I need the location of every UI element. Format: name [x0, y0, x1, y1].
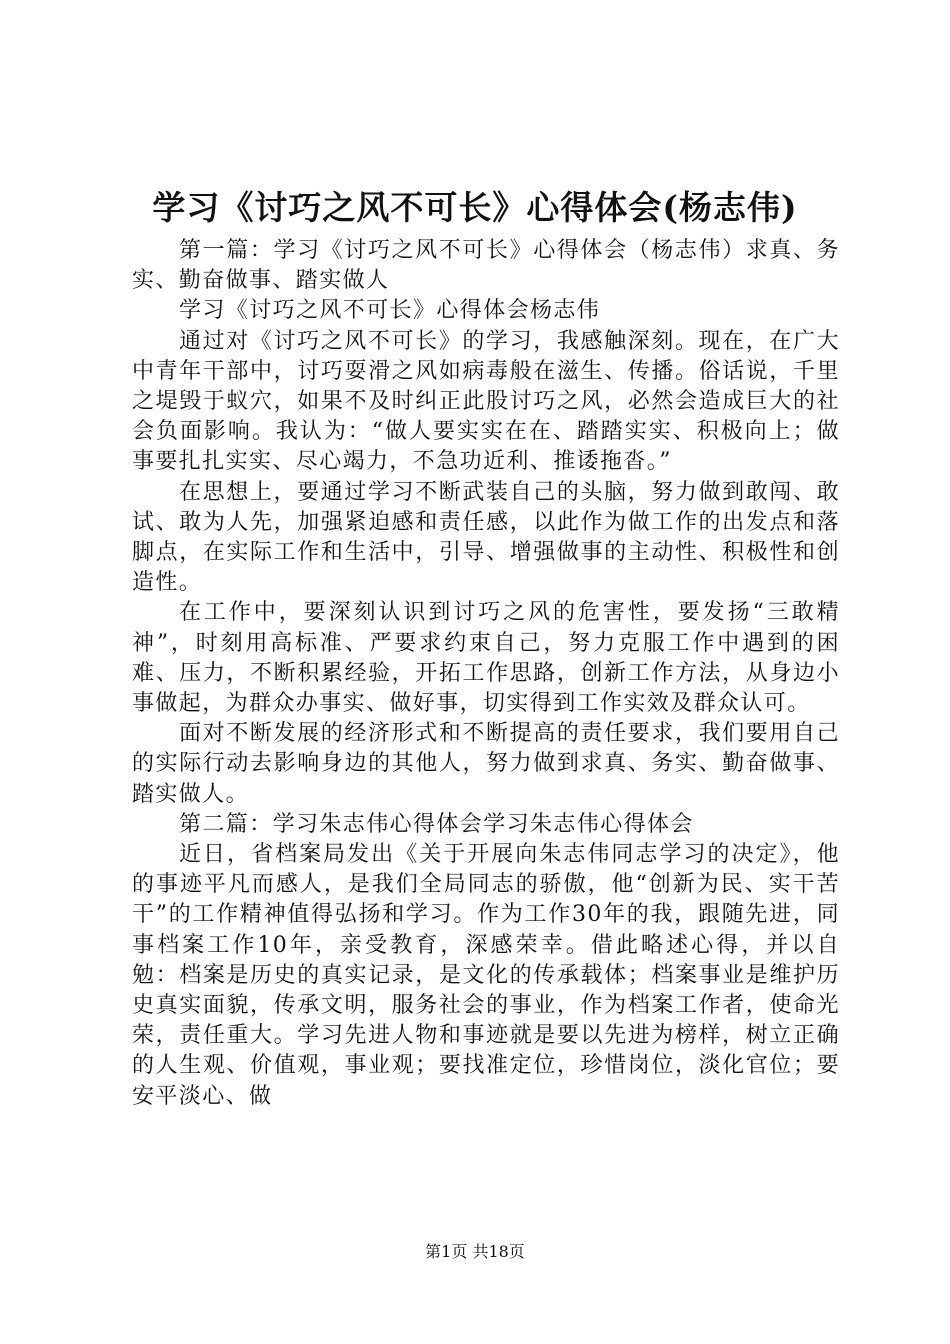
paragraph-7: 第二篇：学习朱志伟心得体会学习朱志伟心得体会	[179, 811, 694, 837]
paragraph-8: 近日，省档案局发出《关于开展向朱志伟同志学习的决定》，他的事迹平凡而感人，是我们全局同志的骄傲，他“创新为民、实干苦干”的工作精神值得弘扬和学习。作为工作30年的我，跟随先进，同事档案工作10年，亲受教育，深感荣幸。借此略述心得，并以自勉：档案是历史的真实记录，是文化的传承载体；档案事业是维护历史真实面貌，传承文明，服务社会的事业，作为档案工作者，使命光荣，责任重大。学习先进人物和事迹就是要以先进为榜样，树立正确的人生观、价值观，事业观；要找准定位，珍惜岗位，淡化官位；要安平淡心、做	[132, 842, 840, 1109]
paragraph-3: 通过对《讨巧之风不可长》的学习，我感触深刻。现在，在广大中青年干部中，讨巧耍滑之风如病毒般在滋生、传播。俗话说，千里之堤毁于蚁穴，如果不及时纠正此股讨巧之风，必然会造成巨大的社会负面影响。我认为：“做人要实实在在、踏踏实实、积极向上；做事要扎扎实实、尽心竭力，不急功近利、推诿拖沓。”	[132, 328, 840, 475]
document-body	[132, 236, 840, 1112]
paragraph-2: 学习《讨巧之风不可长》心得体会杨志伟	[179, 298, 601, 324]
paragraph-6: 面对不断发展的经济形式和不断提高的责任要求，我们要用自己的实际行动去影响身边的其他人，努力做到求真、务实、勤奋做事、踏实做人。	[132, 721, 840, 807]
document-title: 学习《讨巧之风不可长》心得体会(杨志伟)	[152, 188, 798, 227]
paragraph-4: 在思想上，要通过学习不断武装自己的头脑，努力做到敢闯、敢试、敢为人先，加强紧迫感和责任感，以此作为做工作的出发点和落脚点，在实际工作和生活中，引导、增强做事的主动性、积极性和创造性。	[132, 479, 840, 596]
page-footer: 第1页 共18页	[425, 1242, 525, 1261]
paragraph-5: 在工作中，要深刻认识到讨巧之风的危害性，要发扬“三敢精神”，时刻用高标准、严要求约束自己，努力克服工作中遇到的困难、压力，不断积累经验，开拓工作思路，创新工作方法，从身边小事做起，为群众办事实、做好事，切实得到工作实效及群众认可。	[132, 600, 840, 717]
paragraph-1: 第一篇：学习《讨巧之风不可长》心得体会（杨志伟）求真、务实、勤奋做事、踏实做人	[132, 238, 840, 294]
